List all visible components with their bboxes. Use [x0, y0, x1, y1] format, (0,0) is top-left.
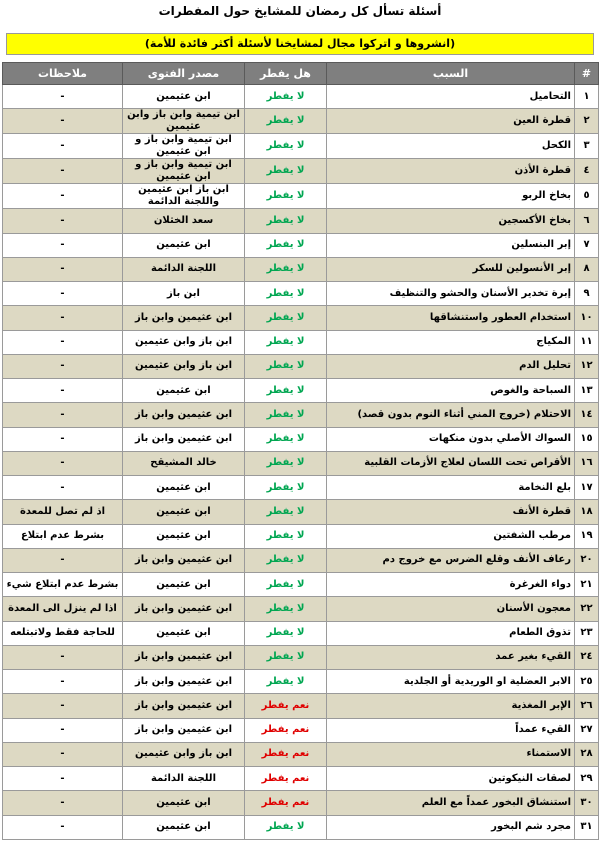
table-row — [3, 718, 599, 742]
row-ruling: لا يفطر — [245, 306, 327, 330]
row-number: ٢٩ — [575, 767, 599, 791]
row-ruling: لا يفطر — [245, 645, 327, 669]
header-cause: السبب — [327, 63, 575, 85]
table-row — [3, 548, 599, 572]
row-source: ابن عثيمين وابن باز — [123, 694, 245, 718]
row-notes: - — [3, 815, 123, 839]
row-notes: - — [3, 257, 123, 281]
row-number: ١١ — [575, 330, 599, 354]
row-cause: استنشاق البخور عمداً مع العلم — [327, 791, 575, 815]
row-source: ابن عثيمين وابن باز — [123, 718, 245, 742]
row-source: ابن عثيمين — [123, 815, 245, 839]
row-notes: - — [3, 354, 123, 378]
row-source: ابن عثيمين وابن باز — [123, 597, 245, 621]
row-cause: بلع النخامة — [327, 476, 575, 500]
row-notes: - — [3, 85, 123, 109]
row-notes: - — [3, 209, 123, 233]
fatwa-table — [2, 62, 599, 840]
row-source: ابن تيمية وابن باز وابن عثيمين — [123, 109, 245, 134]
row-ruling: لا يفطر — [245, 233, 327, 257]
table-row — [3, 282, 599, 306]
row-number: ٣ — [575, 134, 599, 159]
header-num: # — [575, 63, 599, 85]
row-notes: - — [3, 379, 123, 403]
row-number: ٦ — [575, 209, 599, 233]
row-source: ابن عثيمين وابن باز — [123, 548, 245, 572]
row-cause: قطرة الأنف — [327, 500, 575, 524]
row-notes: - — [3, 791, 123, 815]
row-source: ابن باز ابن عثيمين واللجنة الدائمة — [123, 184, 245, 209]
row-cause: القيء عمداً — [327, 718, 575, 742]
row-cause: الاستمناء — [327, 742, 575, 766]
row-ruling: لا يفطر — [245, 597, 327, 621]
row-cause: بخاخ الأكسجين — [327, 209, 575, 233]
row-notes: - — [3, 134, 123, 159]
row-ruling: لا يفطر — [245, 379, 327, 403]
row-cause: الأقراص تحت اللسان لعلاج الأزمات القلبية — [327, 451, 575, 475]
row-notes: - — [3, 427, 123, 451]
row-source: ابن عثيمين — [123, 379, 245, 403]
table-row — [3, 403, 599, 427]
row-source: سعد الخثلان — [123, 209, 245, 233]
table-row — [3, 109, 599, 134]
row-ruling: لا يفطر — [245, 548, 327, 572]
row-number: ٥ — [575, 184, 599, 209]
row-notes: - — [3, 330, 123, 354]
row-number: ٢٨ — [575, 742, 599, 766]
table-row — [3, 233, 599, 257]
row-source: ابن باز وابن عثيمين — [123, 354, 245, 378]
header-ruling: هل يفطر — [245, 63, 327, 85]
row-source: ابن عثيمين وابن باز — [123, 427, 245, 451]
row-cause: التحاميل — [327, 85, 575, 109]
row-source: اللجنة الدائمة — [123, 767, 245, 791]
row-cause: تذوق الطعام — [327, 621, 575, 645]
table-row — [3, 209, 599, 233]
row-ruling: لا يفطر — [245, 573, 327, 597]
table-row — [3, 451, 599, 475]
row-source: خالد المشيقح — [123, 451, 245, 475]
row-number: ٤ — [575, 159, 599, 184]
row-notes: - — [3, 403, 123, 427]
row-source: ابن تيمية وابن باز و ابن عثيمين — [123, 159, 245, 184]
row-source: ابن عثيمين وابن باز — [123, 670, 245, 694]
row-number: ١٠ — [575, 306, 599, 330]
table-row — [3, 306, 599, 330]
row-number: ٢٠ — [575, 548, 599, 572]
row-source: ابن عثيمين — [123, 476, 245, 500]
row-notes: - — [3, 767, 123, 791]
row-ruling: لا يفطر — [245, 403, 327, 427]
row-cause: إبر الأنسولين للسكر — [327, 257, 575, 281]
row-cause: الكحل — [327, 134, 575, 159]
row-notes: - — [3, 451, 123, 475]
row-ruling: لا يفطر — [245, 282, 327, 306]
table-row — [3, 159, 599, 184]
row-source: ابن عثيمين — [123, 233, 245, 257]
row-notes: - — [3, 184, 123, 209]
page-title: أسئلة تسأل كل رمضان للمشايخ حول المفطرات — [158, 4, 442, 18]
table-row — [3, 354, 599, 378]
row-cause: الإبر المغذية — [327, 694, 575, 718]
row-ruling: لا يفطر — [245, 621, 327, 645]
row-ruling: لا يفطر — [245, 476, 327, 500]
row-source: اللجنة الدائمة — [123, 257, 245, 281]
row-ruling: لا يفطر — [245, 354, 327, 378]
row-number: ١٦ — [575, 451, 599, 475]
row-cause: مجرد شم البخور — [327, 815, 575, 839]
table-row — [3, 134, 599, 159]
row-ruling: لا يفطر — [245, 85, 327, 109]
row-notes: - — [3, 694, 123, 718]
header-notes: ملاحظات — [3, 63, 123, 85]
row-source: ابن عثيمين — [123, 85, 245, 109]
row-number: ٢١ — [575, 573, 599, 597]
table-row — [3, 694, 599, 718]
row-number: ٢٧ — [575, 718, 599, 742]
share-banner: (انشروها و اتركوا مجال لمشايخنا لأسئلة أكثر فائدة للأمة) — [6, 33, 594, 55]
table-row — [3, 597, 599, 621]
row-notes: - — [3, 159, 123, 184]
row-cause: تحليل الدم — [327, 354, 575, 378]
row-number: ١٧ — [575, 476, 599, 500]
row-source: ابن عثيمين — [123, 621, 245, 645]
row-ruling: نعم يفطر — [245, 791, 327, 815]
header-source: مصدر الفتوى — [123, 63, 245, 85]
row-cause: القيء بغير عمد — [327, 645, 575, 669]
row-number: ٣٠ — [575, 791, 599, 815]
row-source: ابن باز وابن عثيمين — [123, 742, 245, 766]
row-ruling: نعم يفطر — [245, 694, 327, 718]
row-ruling: لا يفطر — [245, 330, 327, 354]
row-ruling: لا يفطر — [245, 257, 327, 281]
row-ruling: لا يفطر — [245, 134, 327, 159]
row-number: ٢٢ — [575, 597, 599, 621]
row-ruling: لا يفطر — [245, 184, 327, 209]
table-header-row — [3, 63, 599, 85]
row-notes: - — [3, 233, 123, 257]
table-row — [3, 257, 599, 281]
row-ruling: نعم يفطر — [245, 767, 327, 791]
row-cause: بخاخ الربو — [327, 184, 575, 209]
row-source: ابن عثيمين — [123, 500, 245, 524]
row-notes: اذ لم تصل للمعدة — [3, 500, 123, 524]
table-row — [3, 645, 599, 669]
row-number: ٩ — [575, 282, 599, 306]
row-number: ١٣ — [575, 379, 599, 403]
table-row — [3, 815, 599, 839]
row-ruling: لا يفطر — [245, 500, 327, 524]
row-cause: السباحة والغوص — [327, 379, 575, 403]
table-row — [3, 184, 599, 209]
row-number: ١ — [575, 85, 599, 109]
row-notes: بشرط عدم ابتلاع شيء — [3, 573, 123, 597]
row-notes: بشرط عدم ابتلاع — [3, 524, 123, 548]
row-cause: رعاف الأنف وقلع الضرس مع خروج دم — [327, 548, 575, 572]
row-ruling: لا يفطر — [245, 815, 327, 839]
row-number: ٢٤ — [575, 645, 599, 669]
row-cause: استخدام العطور واستنشاقها — [327, 306, 575, 330]
row-cause: المكياج — [327, 330, 575, 354]
row-cause: قطرة العين — [327, 109, 575, 134]
row-source: ابن عثيمين وابن باز — [123, 645, 245, 669]
row-cause: دواء الغرغرة — [327, 573, 575, 597]
table-row — [3, 500, 599, 524]
row-number: ٢٦ — [575, 694, 599, 718]
row-source: ابن باز وابن عثيمين — [123, 330, 245, 354]
row-ruling: نعم يفطر — [245, 742, 327, 766]
row-source: ابن عثيمين وابن باز — [123, 403, 245, 427]
row-cause: مرطب الشفتين — [327, 524, 575, 548]
row-cause: الابر العضلية او الوريدية أو الجلدية — [327, 670, 575, 694]
row-number: ٢ — [575, 109, 599, 134]
table-row — [3, 85, 599, 109]
table-row — [3, 379, 599, 403]
table-row — [3, 573, 599, 597]
table-row — [3, 767, 599, 791]
row-notes: - — [3, 306, 123, 330]
row-number: ١٩ — [575, 524, 599, 548]
table-row — [3, 524, 599, 548]
row-number: ١٢ — [575, 354, 599, 378]
row-ruling: لا يفطر — [245, 159, 327, 184]
row-source: ابن عثيمين وابن باز — [123, 306, 245, 330]
row-number: ٧ — [575, 233, 599, 257]
row-notes: - — [3, 718, 123, 742]
row-number: ١٥ — [575, 427, 599, 451]
row-ruling: لا يفطر — [245, 451, 327, 475]
row-number: ١٨ — [575, 500, 599, 524]
row-number: ٢٥ — [575, 670, 599, 694]
table-row — [3, 330, 599, 354]
row-cause: معجون الأسنان — [327, 597, 575, 621]
row-notes: - — [3, 742, 123, 766]
table-row — [3, 670, 599, 694]
row-notes: - — [3, 109, 123, 134]
table-row — [3, 427, 599, 451]
row-cause: لصقات النيكوتين — [327, 767, 575, 791]
row-cause: السواك الأصلي بدون منكهات — [327, 427, 575, 451]
row-notes: - — [3, 282, 123, 306]
row-notes: اذا لم ينزل الى المعدة — [3, 597, 123, 621]
row-notes: - — [3, 645, 123, 669]
table-row — [3, 791, 599, 815]
row-source: ابن عثيمين — [123, 524, 245, 548]
row-ruling: لا يفطر — [245, 209, 327, 233]
row-number: ٨ — [575, 257, 599, 281]
row-notes: - — [3, 670, 123, 694]
row-notes: للحاجة فقط ولاتبتلعه — [3, 621, 123, 645]
row-number: ٣١ — [575, 815, 599, 839]
row-source: ابن عثيمين — [123, 573, 245, 597]
row-notes: - — [3, 476, 123, 500]
row-ruling: لا يفطر — [245, 427, 327, 451]
row-cause: قطرة الأذن — [327, 159, 575, 184]
row-source: ابن باز — [123, 282, 245, 306]
row-source: ابن عثيمين — [123, 791, 245, 815]
row-ruling: نعم يفطر — [245, 718, 327, 742]
row-cause: الاحتلام (خروج المني أثناء النوم بدون قصد) — [327, 403, 575, 427]
row-notes: - — [3, 548, 123, 572]
row-number: ١٤ — [575, 403, 599, 427]
row-cause: إبرة تخدير الأسنان والحشو والتنظيف — [327, 282, 575, 306]
row-ruling: لا يفطر — [245, 670, 327, 694]
table-row — [3, 621, 599, 645]
table-row — [3, 742, 599, 766]
row-ruling: لا يفطر — [245, 524, 327, 548]
row-cause: إبر البنسلين — [327, 233, 575, 257]
row-number: ٢٣ — [575, 621, 599, 645]
row-ruling: لا يفطر — [245, 109, 327, 134]
table-row — [3, 476, 599, 500]
row-source: ابن تيمية وابن باز و ابن عثيمين — [123, 134, 245, 159]
